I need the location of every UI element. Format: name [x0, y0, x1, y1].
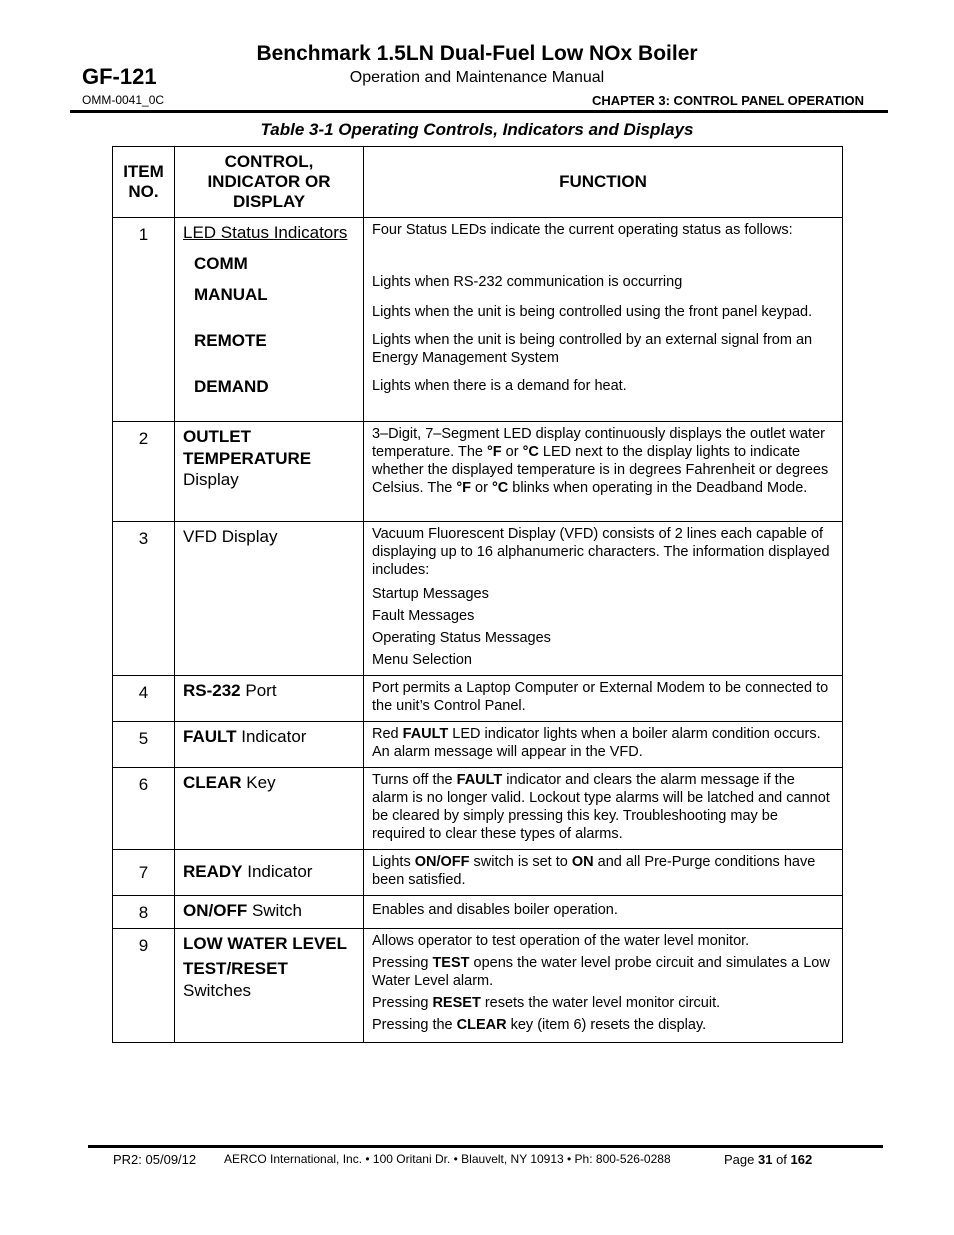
control-name: OUTLET TEMPERATURE Display — [175, 422, 364, 522]
function-text: Allows operator to test operation of the water level monitor. Pressing TEST opens the water level probe circuit and simulates a Low Water Level alarm. Pressing RESET resets the water level monitor circuit. Pressing the CLEAR key (item 6) resets the display. — [364, 928, 843, 1042]
controls-table — [112, 146, 843, 1043]
header-function: FUNCTION — [364, 147, 843, 218]
sub-label: DEMAND — [194, 377, 269, 396]
control-name: ON/OFF Switch — [175, 896, 364, 929]
table-header-row — [113, 147, 843, 218]
item-number: 3 — [113, 522, 175, 676]
function-text: Lights ON/OFF switch is set to ON and all Pre-Purge conditions have been satisfied. — [364, 850, 843, 896]
control-name: FAULT Indicator — [175, 722, 364, 768]
list-item: Startup Messages — [372, 586, 489, 602]
header-control: CONTROL, INDICATOR OR DISPLAY — [175, 147, 364, 218]
function-text: Four Status LEDs indicate the current operating status as follows: Lights when RS-232 communication is occurring Lights when the unit is being controlled using the front panel keypad. Lights when the unit is being controlled by an external signal from an Energy Management System Lights when there is a demand for heat. — [364, 218, 843, 422]
footer-revision: PR2: 05/09/12 — [113, 1152, 197, 1167]
sub-label: COMM — [194, 253, 248, 273]
led-status-link[interactable]: LED Status Indicators — [183, 223, 348, 242]
table-row — [113, 676, 843, 722]
function-text: 3–Digit, 7–Segment LED display continuously displays the outlet water temperature. The °F or °C LED next to the display lights to indicate whether the displayed temperature is in degrees Fahrenheit or degrees Celsius. The °F or °C blinks when operating in the Deadband Mode. — [364, 422, 843, 522]
item-number: 1 — [113, 218, 175, 422]
item-number: 9 — [113, 928, 175, 1042]
table-row — [113, 896, 843, 929]
sub-label: REMOTE — [194, 330, 267, 350]
footer-page-number: Page 31 of 162 — [724, 1152, 813, 1167]
control-name: LOW WATER LEVEL TEST/RESET Switches — [175, 928, 364, 1042]
doc-code: GF-121 — [82, 64, 157, 89]
header-rule — [70, 110, 888, 113]
list-item: Menu Selection — [372, 652, 472, 668]
control-name: READY Indicator — [175, 850, 364, 896]
function-text: Enables and disables boiler operation. — [364, 896, 843, 929]
table-row — [113, 422, 843, 522]
sub-label: MANUAL — [194, 285, 268, 304]
list-item: Operating Status Messages — [372, 630, 551, 646]
item-number: 8 — [113, 896, 175, 929]
function-text: Vacuum Fluorescent Display (VFD) consists of 2 lines each capable of displaying up to 16 alphanumeric characters. The information displayed includes: Startup Messages Fault Messages Operating Status Messages Menu Selection — [364, 522, 843, 676]
function-text: Red FAULT LED indicator lights when a boiler alarm condition occurs. An alarm message will appear in the VFD. — [364, 722, 843, 768]
table-row — [113, 850, 843, 896]
footer-rule — [88, 1145, 883, 1148]
document-title: Benchmark 1.5LN Dual-Fuel Low NOx Boiler — [256, 42, 698, 65]
table-row — [113, 928, 843, 1042]
table-caption: Table 3-1 Operating Controls, Indicators and Displays — [260, 120, 694, 139]
table-row — [113, 722, 843, 768]
table-row — [113, 522, 843, 676]
doc-number: OMM-0041_0C — [82, 93, 165, 107]
item-number: 2 — [113, 422, 175, 522]
control-name: VFD Display — [175, 522, 364, 676]
list-item: Fault Messages — [372, 608, 475, 624]
item-number: 4 — [113, 676, 175, 722]
document-subtitle: Operation and Maintenance Manual — [349, 69, 605, 86]
control-name: CLEAR Key — [175, 768, 364, 850]
chapter-heading: CHAPTER 3: CONTROL PANEL OPERATION — [591, 93, 864, 108]
table-row — [113, 218, 843, 422]
item-number: 7 — [113, 850, 175, 896]
footer-company: AERCO International, Inc. • 100 Oritani Dr. • Blauvelt, NY 10913 • Ph: 800-526-0288 — [224, 1152, 671, 1166]
control-name — [175, 218, 364, 422]
function-text: Port permits a Laptop Computer or External Modem to be connected to the unit’s Control Panel. — [364, 676, 843, 722]
item-number: 5 — [113, 722, 175, 768]
function-text: Turns off the FAULT indicator and clears the alarm message if the alarm is no longer valid. Lockout type alarms will be latched and cannot be cleared by simply pressing this key. Troubleshooting may be required to clear these types of alarms. — [364, 768, 843, 850]
item-number: 6 — [113, 768, 175, 850]
table-row — [113, 768, 843, 850]
control-name: RS-232 Port — [175, 676, 364, 722]
header-item-no: ITEM NO. — [113, 147, 175, 218]
